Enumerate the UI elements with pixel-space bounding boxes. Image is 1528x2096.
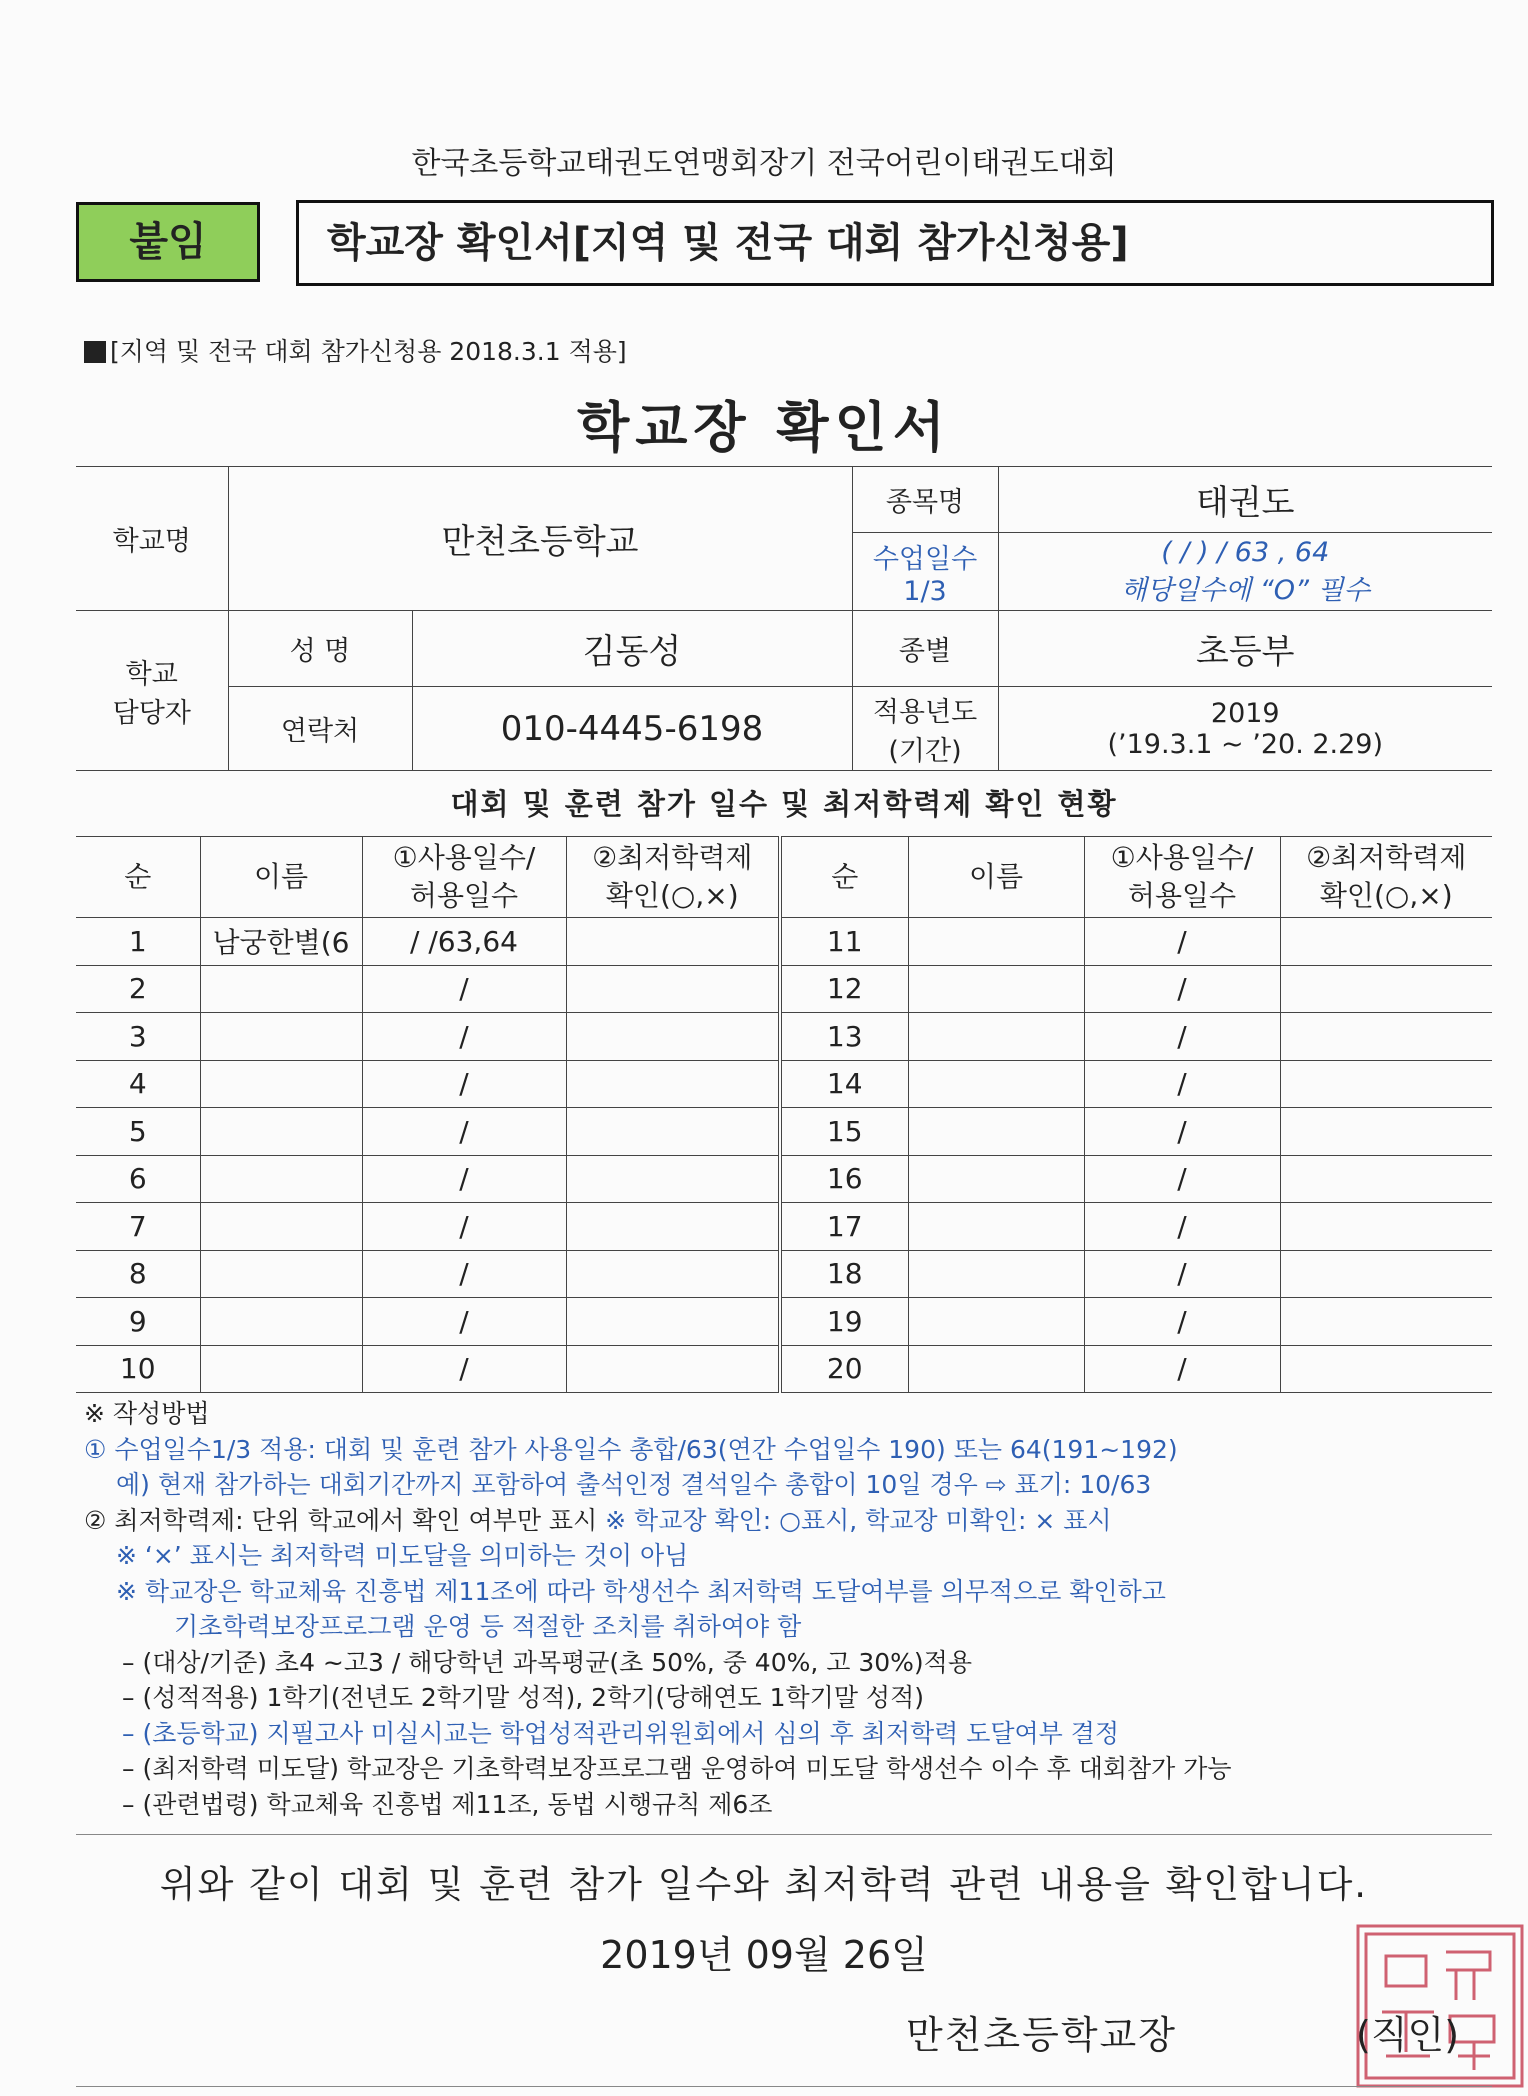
table-row xyxy=(76,1298,1492,1346)
row-number: 14 xyxy=(780,1060,908,1108)
row-name xyxy=(908,918,1084,966)
row-days: / xyxy=(362,1203,566,1251)
note-4-line1: ※ 학교장은 학교체육 진흥법 제11조에 따라 학생선수 최저학력 도달여부를 의무적으로 확인하고 xyxy=(116,1576,1166,1606)
participation-section-title: 대회 및 훈련 참가 일수 및 최저학력제 확인 현황 xyxy=(76,770,1492,837)
bullet-underachieve: – (최저학력 미도달) 학교장은 기초학력보장프로그램 운영하여 미도달 학생선수 이수 후 대회참가 가능 xyxy=(122,1754,1232,1783)
square-bullet-icon xyxy=(84,341,106,363)
row-days: / xyxy=(362,1060,566,1108)
row-check xyxy=(566,1250,780,1298)
note-2-text: ② 최저학력제: 단위 학교에서 확인 여부만 표시 xyxy=(84,1505,598,1535)
row-check xyxy=(1280,1108,1492,1156)
row-check xyxy=(1280,1250,1492,1298)
row-days: / xyxy=(1084,965,1280,1013)
row-check xyxy=(566,1013,780,1061)
row-number: 10 xyxy=(76,1345,200,1393)
class-days-note: 해당일수에 “O” 필수 xyxy=(1120,574,1370,606)
col-check-right xyxy=(1280,837,1492,918)
bullet-target: – (대상/기준) 초4 ~고3 / 해당학년 과목평균(초 50%, 중 40%, 고 30%)적용 xyxy=(122,1647,972,1677)
row-name xyxy=(200,1155,362,1203)
row-days: / xyxy=(362,1108,566,1156)
col-no-left: 순 xyxy=(76,837,200,918)
col-name-left: 이름 xyxy=(200,837,362,918)
row-number: 15 xyxy=(780,1108,908,1156)
row-name xyxy=(200,1345,362,1393)
row-check xyxy=(1280,1345,1492,1393)
note-1-line2: 예) 현재 참가하는 대회기간까지 포함하여 출석인정 결석일수 총합이 10일 경우 ⇨ 표기: 10/63 xyxy=(116,1470,1152,1499)
divider xyxy=(76,1834,1492,1835)
row-number: 8 xyxy=(76,1250,200,1298)
row-name: 남궁한별(6 xyxy=(200,918,362,966)
division-label: 종별 xyxy=(852,611,998,687)
row-days: / xyxy=(1084,1108,1280,1156)
row-name xyxy=(908,1155,1084,1203)
row-name xyxy=(200,1013,362,1061)
participation-table xyxy=(76,836,1492,1393)
col-name-right: 이름 xyxy=(908,837,1084,918)
col-check-right-line2: 확인(○,×) xyxy=(1319,879,1453,912)
row-number: 13 xyxy=(780,1013,908,1061)
table-row xyxy=(76,965,1492,1013)
row-check xyxy=(566,1108,780,1156)
row-name xyxy=(908,1060,1084,1108)
row-days: / xyxy=(362,1345,566,1393)
school-name-value: 만천초등학교 xyxy=(228,467,852,611)
row-check xyxy=(566,918,780,966)
class-days-label-line1: 수업일수 xyxy=(872,543,978,575)
row-number: 3 xyxy=(76,1013,200,1061)
year-value-line2: (’19.3.1 ~ ’20. 2.29) xyxy=(1107,728,1384,760)
class-days-label-line2: 1/3 xyxy=(903,575,947,607)
row-check xyxy=(1280,1013,1492,1061)
row-number: 18 xyxy=(780,1250,908,1298)
year-label-line2: (기간) xyxy=(888,735,962,767)
subheading-text: [지역 및 전국 대회 참가신청용 2018.3.1 적용] xyxy=(110,337,627,366)
contact-label: 연락처 xyxy=(228,687,412,771)
row-number: 6 xyxy=(76,1155,200,1203)
col-days-right xyxy=(1084,837,1280,918)
row-days: / xyxy=(362,1013,566,1061)
principal-title: 만천초등학교장 xyxy=(906,2013,1177,2057)
table-row xyxy=(76,1155,1492,1203)
col-days-left-line1: ①사용일수/ xyxy=(392,841,536,874)
event-value: 태권도 xyxy=(998,467,1492,533)
row-check xyxy=(1280,1155,1492,1203)
row-name xyxy=(908,965,1084,1013)
table-row xyxy=(76,1250,1492,1298)
name-label: 성 명 xyxy=(228,611,412,687)
staff-label-line2: 담당자 xyxy=(112,697,191,729)
row-check xyxy=(1280,1060,1492,1108)
row-days: / xyxy=(362,1298,566,1346)
year-value-line1: 2019 xyxy=(1210,697,1280,729)
class-days-ratio: ( / ) / 63 , 64 xyxy=(1161,536,1330,568)
row-check xyxy=(566,1060,780,1108)
row-name xyxy=(908,1013,1084,1061)
table-row xyxy=(76,1013,1492,1061)
confirmation-statement: 위와 같이 대회 및 훈련 참가 일수와 최저학력 관련 내용을 확인합니다. xyxy=(159,1863,1369,1906)
row-name xyxy=(908,1108,1084,1156)
row-days: / xyxy=(1084,1250,1280,1298)
row-number: 7 xyxy=(76,1203,200,1251)
row-number: 9 xyxy=(76,1298,200,1346)
school-info-table xyxy=(76,466,1492,771)
seal-label: (직인) xyxy=(1356,2013,1460,2057)
row-check xyxy=(1280,1298,1492,1346)
year-value xyxy=(998,687,1492,771)
staff-label-line1: 학교 xyxy=(125,658,178,690)
row-name xyxy=(200,1250,362,1298)
note-1-line1: ① 수업일수1/3 적용: 대회 및 훈련 참가 사용일수 총합/63(연간 수업일수 190) 또는 64(191~192) xyxy=(84,1434,1178,1464)
row-days: / xyxy=(1084,918,1280,966)
row-number: 5 xyxy=(76,1108,200,1156)
row-name xyxy=(908,1298,1084,1346)
row-number: 19 xyxy=(780,1298,908,1346)
table-row xyxy=(76,1345,1492,1393)
col-days-left xyxy=(362,837,566,918)
row-days: / xyxy=(362,1155,566,1203)
year-label xyxy=(852,687,998,771)
event-label: 종목명 xyxy=(852,467,998,533)
row-name xyxy=(200,1203,362,1251)
subheading xyxy=(84,332,627,368)
document-title: 학교장 확인서 xyxy=(577,396,951,459)
row-days: / xyxy=(1084,1013,1280,1061)
instructions xyxy=(84,1396,1504,1822)
row-number: 17 xyxy=(780,1203,908,1251)
col-days-right-line2: 허용일수 xyxy=(1127,879,1237,912)
row-number: 2 xyxy=(76,965,200,1013)
issue-date: 2019년 09월 26일 xyxy=(600,1933,928,1977)
col-days-right-line1: ①사용일수/ xyxy=(1110,841,1254,874)
bullet-laws: – (관련법령) 학교체육 진흥법 제11조, 동법 시행규칙 제6조 xyxy=(122,1789,773,1819)
row-number: 1 xyxy=(76,918,200,966)
col-no-right: 순 xyxy=(780,837,908,918)
row-name xyxy=(200,1060,362,1108)
division-value: 초등부 xyxy=(998,611,1492,687)
form-title: 학교장 확인서[지역 및 전국 대회 참가신청용] xyxy=(296,200,1494,286)
row-number: 20 xyxy=(780,1345,908,1393)
col-days-left-line2: 허용일수 xyxy=(409,879,519,912)
row-name xyxy=(200,1298,362,1346)
table-row xyxy=(76,1060,1492,1108)
row-days: / xyxy=(362,1250,566,1298)
note-3: ※ ‘×’ 표시는 최저학력 미도달을 의미하는 것이 아님 xyxy=(116,1541,689,1570)
note-2-marks: ※ 학교장 확인: ○표시, 학교장 미확인: × 표시 xyxy=(597,1505,1112,1535)
row-check xyxy=(566,1298,780,1346)
row-name xyxy=(200,1108,362,1156)
table-row xyxy=(76,1108,1492,1156)
attachment-badge: 붙임 xyxy=(76,202,260,282)
row-number: 4 xyxy=(76,1060,200,1108)
row-check xyxy=(566,1155,780,1203)
col-check-left-line1: ②최저학력제 xyxy=(592,841,753,874)
row-number: 12 xyxy=(780,965,908,1013)
organization-title: 한국초등학교태권도연맹회장기 전국어린이태권도대회 xyxy=(411,146,1117,181)
row-days: / xyxy=(1084,1203,1280,1251)
name-value: 김동성 xyxy=(412,611,852,687)
bullet-elementary: – (초등학교) 지필고사 미실시교는 학업성적관리위원회에서 심의 후 최저학력 도달여부 결정 xyxy=(122,1718,1120,1748)
row-name xyxy=(908,1203,1084,1251)
note-4-line2: 기초학력보장프로그램 운영 등 적절한 조치를 취하여야 함 xyxy=(174,1612,802,1641)
row-check xyxy=(1280,965,1492,1013)
bullet-grades: – (성적적용) 1학기(전년도 2학기말 성적), 2학기(당해연도 1학기말 성적) xyxy=(122,1683,924,1712)
row-check xyxy=(566,1345,780,1393)
school-name-label: 학교명 xyxy=(76,467,228,611)
row-check xyxy=(1280,1203,1492,1251)
row-name xyxy=(200,965,362,1013)
table-row xyxy=(76,1203,1492,1251)
row-number: 11 xyxy=(780,918,908,966)
row-days: / xyxy=(1084,1060,1280,1108)
staff-label xyxy=(76,611,228,771)
row-days: / xyxy=(362,965,566,1013)
row-check xyxy=(1280,918,1492,966)
row-check xyxy=(566,965,780,1013)
row-days: / xyxy=(1084,1298,1280,1346)
row-check xyxy=(566,1203,780,1251)
year-label-line1: 적용년도 xyxy=(872,696,978,728)
class-days-label xyxy=(852,533,998,611)
row-name xyxy=(908,1250,1084,1298)
instructions-heading: ※ 작성방법 xyxy=(84,1399,210,1428)
row-days: / /63,64 xyxy=(362,918,566,966)
table-row xyxy=(76,918,1492,966)
col-check-right-line1: ②최저학력제 xyxy=(1306,841,1467,874)
row-name xyxy=(908,1345,1084,1393)
bottom-divider xyxy=(76,2086,1492,2087)
class-days-value xyxy=(998,533,1492,611)
contact-value: 010-4445-6198 xyxy=(412,687,852,771)
note-2 xyxy=(84,1503,1504,1539)
col-check-left xyxy=(566,837,780,918)
row-days: / xyxy=(1084,1155,1280,1203)
row-number: 16 xyxy=(780,1155,908,1203)
col-check-left-line2: 확인(○,×) xyxy=(605,879,739,912)
row-days: / xyxy=(1084,1345,1280,1393)
